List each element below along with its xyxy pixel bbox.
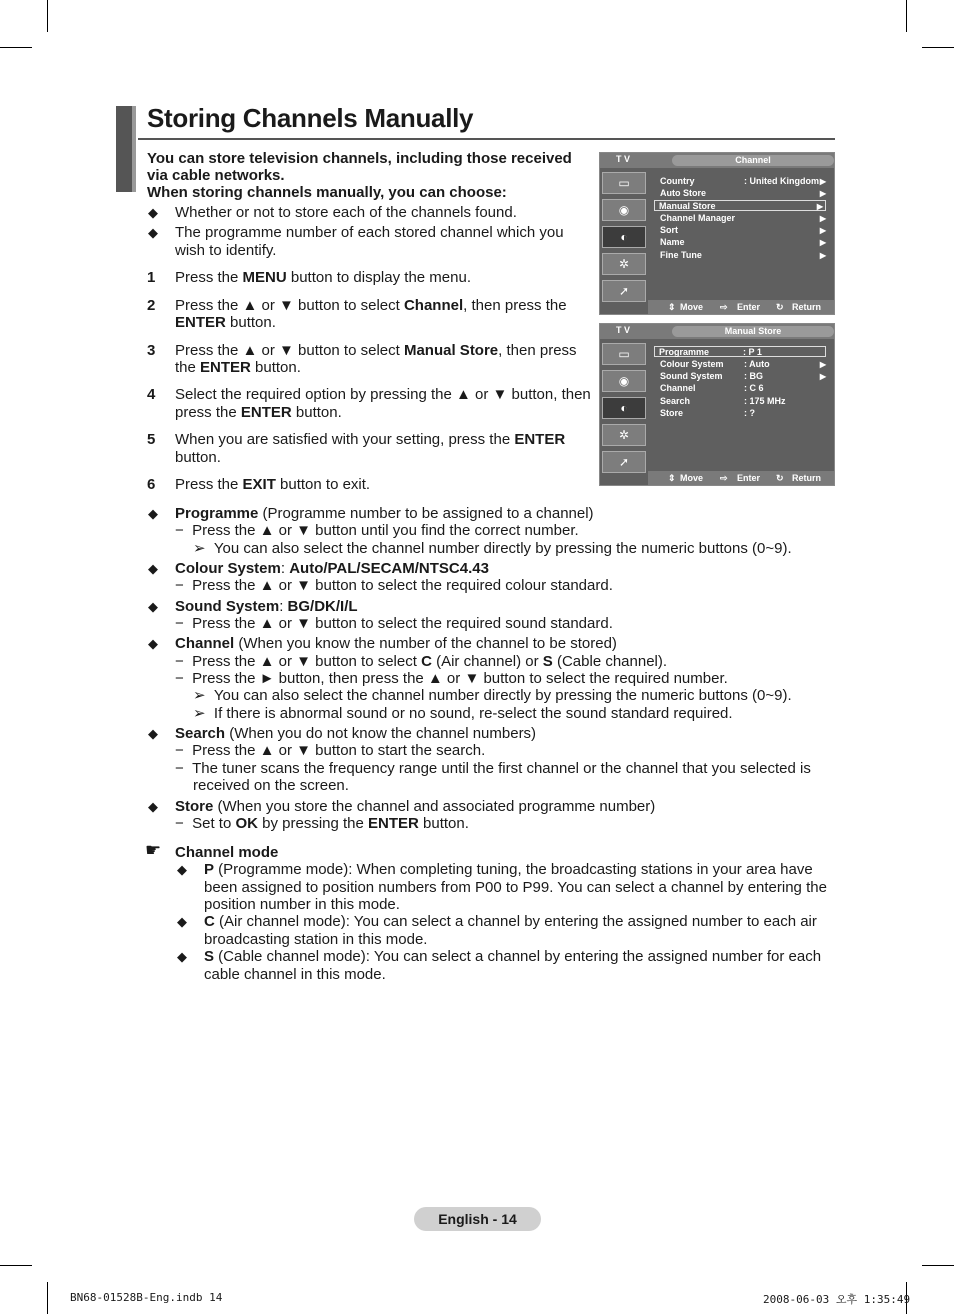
option-part: :: [279, 598, 288, 615]
panel-footer: [648, 471, 834, 485]
note-line: [193, 705, 733, 722]
note-line: [193, 687, 792, 704]
mode-line: cable channel in this mode.: [204, 966, 386, 983]
menu-row-fine-tune[interactable]: [656, 250, 828, 261]
panel-header: [600, 324, 834, 339]
row-key: Search: [660, 396, 691, 406]
option-part: (Cable channel).: [552, 653, 668, 670]
step-number: 4: [147, 386, 156, 403]
row-key: Sound System: [660, 371, 723, 381]
intro-text: [147, 150, 577, 201]
move-label: Move: [680, 302, 704, 312]
option-value: BG/DK/I/L: [287, 598, 358, 615]
option-part: Press the ▲ or ▼ button to start the search.: [192, 742, 486, 759]
option-line: received on the screen.: [193, 777, 349, 794]
option-desc: (When you store the channel and associated programme number): [213, 798, 656, 815]
intro-line: via cable networks.: [147, 167, 285, 184]
menu-row-auto-store[interactable]: [656, 188, 828, 199]
step-number: 5: [147, 431, 156, 448]
arrow-right-icon: ▶: [819, 226, 826, 235]
panel-title: Manual Store: [672, 326, 834, 337]
step-part: Press the ▲ or ▼ button to select: [175, 342, 404, 359]
option-key: ENTER: [368, 815, 419, 832]
option-label: Store: [175, 798, 214, 815]
row-value: : ?: [744, 408, 755, 418]
row-key: Name: [660, 237, 685, 247]
channel-icon[interactable]: ◐: [602, 226, 646, 248]
option-part: (Air channel) or: [431, 653, 543, 670]
menu-row-manual-store[interactable]: [654, 200, 826, 211]
row-key: Country: [660, 176, 695, 186]
page-title: Storing Channels Manually: [147, 103, 474, 133]
option-key: OK: [235, 815, 258, 832]
menu-row-channel[interactable]: [656, 383, 828, 394]
row-value: : P 1: [743, 347, 762, 357]
note-arrow-icon: ➢: [193, 540, 206, 557]
option-desc: (When you do not know the channel numbers): [225, 725, 537, 742]
diamond-bullet-icon: ◆: [148, 599, 158, 614]
move-label: Move: [680, 473, 704, 483]
option-part: :: [280, 560, 290, 577]
crop-mark: [906, 0, 907, 32]
sound-icon[interactable]: ◉: [602, 199, 646, 221]
return-label: Return: [792, 473, 821, 483]
crop-mark: [0, 47, 32, 48]
arrow-right-icon: ▶: [819, 251, 826, 260]
step-key: ENTER: [200, 359, 251, 376]
menu-row-sound-system[interactable]: [656, 371, 828, 382]
row-key: Sort: [660, 225, 678, 235]
option-part: The tuner scans the frequency range until the first channel or the channel that you selected is: [192, 760, 811, 777]
step-key: ENTER: [175, 314, 226, 331]
option-line: − Press the ▲ or ▼ button to select the required colour standard.: [175, 577, 613, 594]
step-text: Select the required option by pressing the ▲ or ▼ button, then: [175, 386, 591, 403]
row-value: : Auto: [744, 359, 770, 369]
step-part: Press the ▲ or ▼ button to select: [175, 297, 404, 314]
option-part: Press the ▲ or ▼ button to select the required colour standard.: [192, 577, 613, 594]
mode-line: [204, 861, 813, 878]
mode-line: been assigned to position numbers from P00 to P99. You can select a channel by entering the: [204, 879, 827, 896]
step-part: , then press: [498, 342, 577, 359]
step-part: press the: [175, 404, 241, 421]
return-icon: ↻: [776, 302, 784, 312]
setup-icon[interactable]: ✲: [602, 253, 646, 275]
diamond-bullet-icon: ◆: [177, 949, 187, 964]
diamond-bullet-icon: ◆: [148, 799, 158, 814]
setup-icon[interactable]: ✲: [602, 424, 646, 446]
step-part: the: [175, 359, 201, 376]
menu-row-country[interactable]: [656, 176, 828, 187]
step-text: button.: [175, 449, 221, 466]
print-file-info: BN68-01528B-Eng.indb 14: [70, 1291, 223, 1304]
input-icon[interactable]: ➚: [602, 280, 646, 302]
step-key: ENTER: [514, 431, 566, 448]
enter-label: Enter: [737, 302, 761, 312]
crop-mark: [922, 1265, 954, 1266]
title-accent-bar: [116, 106, 136, 192]
option-line: − The tuner scans the frequency range until the first channel or the channel that you selected is: [175, 760, 811, 777]
menu-row-search[interactable]: [656, 396, 828, 407]
step-part: When you are satisfied with your setting, press the: [175, 431, 515, 448]
option-part: by pressing the: [257, 815, 369, 832]
step-text: [175, 342, 577, 359]
step-text: [175, 314, 276, 331]
row-key: Programme: [659, 347, 710, 357]
arrow-right-icon: ▶: [816, 202, 823, 211]
option-line: − Press the ▲ or ▼ button to start the search.: [175, 742, 486, 759]
step-text: [175, 476, 370, 493]
option-line: − Press the ▲ or ▼ button until you find the correct number.: [175, 522, 579, 539]
step-text: [175, 359, 301, 376]
step-key: EXIT: [242, 476, 276, 493]
step-number: 3: [147, 342, 156, 359]
mode-key: C: [204, 913, 215, 930]
option-label: Sound System: [175, 598, 280, 615]
enter-icon: ⇨: [720, 302, 728, 312]
step-key: Manual Store: [403, 342, 499, 359]
mode-part: (Air channel mode): You can select a channel by entering the assigned number to each air: [214, 913, 817, 930]
menu-row-channel-manager[interactable]: [656, 213, 828, 224]
diamond-bullet-icon: ◆: [177, 862, 187, 877]
arrow-right-icon: ▶: [819, 189, 826, 198]
diamond-bullet-icon: ◆: [177, 914, 187, 929]
mode-line: broadcasting station in this mode.: [204, 931, 428, 948]
step-part: button.: [291, 404, 342, 421]
menu-row-name[interactable]: [656, 237, 828, 248]
panel-footer: [648, 300, 834, 314]
option-part: Press the ▲ or ▼ button until you find the correct number.: [192, 522, 579, 539]
panel-title: Channel: [672, 155, 834, 166]
arrow-right-icon: ▶: [819, 372, 826, 381]
channel-icon[interactable]: ◐: [602, 397, 646, 419]
mode-key: S: [204, 948, 215, 965]
step-text: [175, 297, 567, 314]
option-part: Press the ▲ or ▼ button to select: [192, 653, 422, 670]
diamond-bullet-icon: ◆: [148, 225, 158, 240]
diamond-bullet-icon: ◆: [148, 636, 158, 651]
step-part: Press the: [175, 269, 243, 286]
step-text: [175, 404, 342, 421]
enter-label: Enter: [737, 473, 761, 483]
input-icon[interactable]: ➚: [602, 451, 646, 473]
row-value: : United Kingdom: [744, 176, 819, 186]
row-key: Auto Store: [660, 188, 706, 198]
picture-icon[interactable]: ▭: [602, 172, 646, 194]
row-key: Colour System: [660, 359, 724, 369]
panel-tv-label: T V: [616, 154, 631, 164]
mode-line: [204, 913, 817, 930]
crop-mark: [922, 47, 954, 48]
arrow-right-icon: ▶: [819, 360, 826, 369]
mode-line: position number in this mode.: [204, 896, 400, 913]
option-sound: [175, 598, 358, 615]
step-part: button.: [225, 314, 276, 331]
row-key: Store: [660, 408, 684, 418]
note-arrow-icon: ➢: [193, 687, 206, 704]
option-key: S: [542, 653, 553, 670]
return-icon: ↻: [776, 473, 784, 483]
menu-row-sort[interactable]: [656, 225, 828, 236]
option-part: button.: [418, 815, 469, 832]
print-timestamp: 2008-06-03 오후 1:35:49: [763, 1293, 911, 1306]
row-key: Channel: [660, 383, 696, 393]
menu-row-colour-system[interactable]: [656, 359, 828, 370]
option-colour: [175, 560, 489, 577]
pointing-hand-icon: ☛: [145, 840, 162, 860]
step-key: MENU: [242, 269, 287, 286]
diamond-bullet-icon: ◆: [148, 506, 158, 521]
step-key: Channel: [403, 297, 464, 314]
option-label: Programme: [175, 505, 259, 522]
row-key: Fine Tune: [660, 250, 702, 260]
step-text: [175, 431, 565, 448]
step-part: button.: [250, 359, 301, 376]
option-line: − Press the ► button, then press the ▲ or ▼ button to select the required number.: [175, 670, 728, 687]
arrow-right-icon: ▶: [819, 177, 826, 186]
option-part: Press the ► button, then press the ▲ or ▼ button to select the required number.: [192, 670, 728, 687]
panel-header: [600, 153, 834, 168]
option-line: − Press the ▲ or ▼ button to select C (Air channel) or S (Cable channel).: [175, 653, 668, 670]
crop-mark: [47, 0, 48, 32]
step-key: ENTER: [240, 404, 292, 421]
note-text: You can also select the channel number directly by pressing the numeric buttons (0~9).: [213, 687, 792, 704]
tv-menu-manual-store: [599, 323, 835, 486]
option-store: [175, 798, 655, 815]
option-key: C: [421, 653, 432, 670]
step-part: button to exit.: [275, 476, 371, 493]
page-number: English - 14: [414, 1207, 541, 1231]
intro-line: When storing channels manually, you can choose:: [147, 184, 507, 201]
panel-tv-label: T V: [616, 325, 631, 335]
note-arrow-icon: ➢: [193, 705, 206, 722]
note-line: [193, 540, 792, 557]
menu-row-programme[interactable]: [654, 346, 826, 357]
row-value: : C 6: [744, 383, 764, 393]
picture-icon[interactable]: ▭: [602, 343, 646, 365]
choice-item: Whether or not to store each of the channels found.: [175, 204, 517, 221]
channel-mode-heading: Channel mode: [175, 844, 279, 861]
move-icon: ⇕: [668, 302, 676, 312]
option-part: Set to: [192, 815, 236, 832]
step-number: 6: [147, 476, 156, 493]
option-search: [175, 725, 536, 742]
mode-line: [204, 948, 821, 965]
diamond-bullet-icon: ◆: [148, 205, 158, 220]
option-desc: (Programme number to be assigned to a channel): [258, 505, 594, 522]
crop-mark: [0, 1265, 32, 1266]
option-line: − Set to OK by pressing the ENTER button.: [175, 815, 469, 832]
option-label: Channel: [175, 635, 235, 652]
arrow-right-icon: ▶: [819, 238, 826, 247]
option-channel: [175, 635, 617, 652]
enter-icon: ⇨: [720, 473, 728, 483]
choice-item: The programme number of each stored channel which you: [175, 224, 564, 241]
step-part: Press the: [175, 476, 243, 493]
option-programme: [175, 505, 594, 522]
tv-menu-channel: [599, 152, 835, 315]
option-line: − Press the ▲ or ▼ button to select the required sound standard.: [175, 615, 613, 632]
row-key: Channel Manager: [660, 213, 736, 223]
mode-part: (Programme mode): When completing tuning, the broadcasting stations in your area have: [214, 861, 813, 878]
note-text: You can also select the channel number directly by pressing the numeric buttons (0~9).: [213, 540, 792, 557]
step-part: button to display the menu.: [286, 269, 471, 286]
note-text: If there is abnormal sound or no sound, re-select the sound standard required.: [213, 705, 733, 722]
mode-part: (Cable channel mode): You can select a channel by entering the assigned number for each: [214, 948, 822, 965]
diamond-bullet-icon: ◆: [148, 561, 158, 576]
step-number: 2: [147, 297, 156, 314]
option-part: Press the ▲ or ▼ button to select the required sound standard.: [192, 615, 613, 632]
mode-key: P: [204, 861, 215, 878]
choice-item: wish to identify.: [175, 242, 277, 259]
step-number: 1: [147, 269, 156, 286]
crop-mark: [47, 1282, 48, 1314]
menu-row-store[interactable]: [656, 408, 828, 419]
diamond-bullet-icon: ◆: [148, 726, 158, 741]
step-part: , then press the: [463, 297, 567, 314]
sound-icon[interactable]: ◉: [602, 370, 646, 392]
row-value: : 175 MHz: [744, 396, 786, 406]
option-desc: (When you know the number of the channel to be stored): [234, 635, 617, 652]
intro-line: You can store television channels, including those received: [147, 150, 572, 167]
arrow-right-icon: ▶: [819, 214, 826, 223]
option-label: Search: [175, 725, 226, 742]
move-icon: ⇕: [668, 473, 676, 483]
option-label: Colour System: [175, 560, 281, 577]
row-value: : BG: [744, 371, 763, 381]
option-value: Auto/PAL/SECAM/NTSC4.43: [289, 560, 489, 577]
step-text: [175, 269, 471, 286]
return-label: Return: [792, 302, 821, 312]
title-rule: [138, 138, 835, 140]
row-key: Manual Store: [659, 201, 716, 211]
